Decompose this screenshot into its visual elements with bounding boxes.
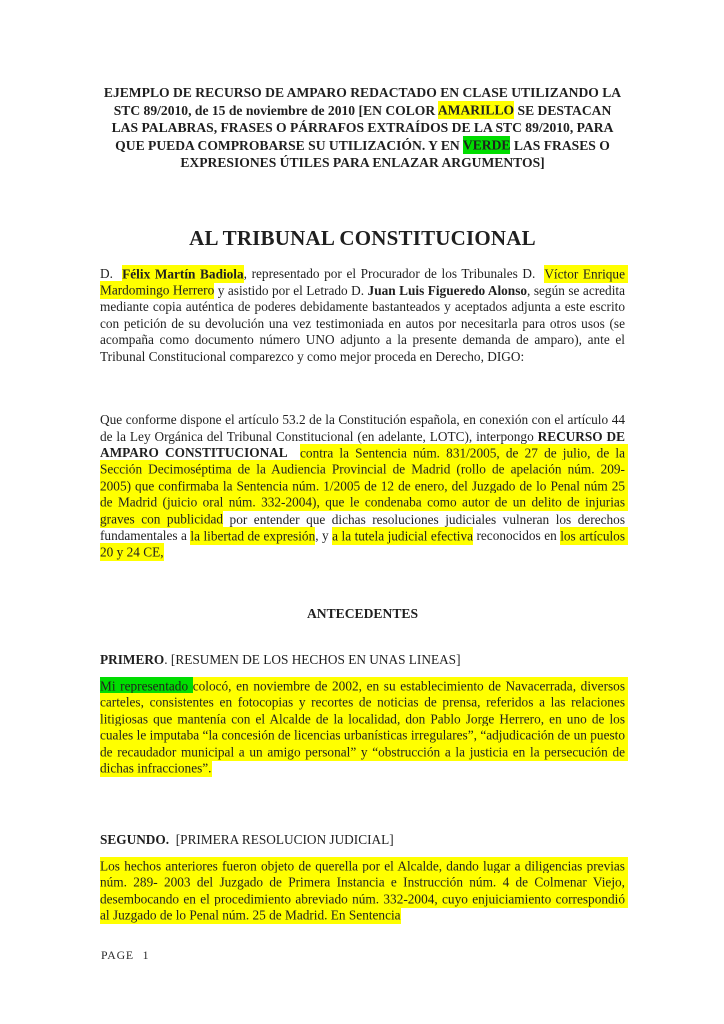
text-run: PRIMERO bbox=[100, 652, 165, 667]
text-run: Que conforme dispone el artículo 53.2 de la Constitución española, en conexión con el artículo 44 de la Ley Orgánica del Tribunal Constitucional (en adelante, LOTC), interpongo bbox=[100, 412, 629, 444]
text-run: y asistido por el Letrado D. bbox=[214, 282, 368, 298]
paragraph-recurso bbox=[100, 412, 629, 561]
text-run: , según se acredita mediante copia auténtica de poderes debidamente bastanteados y aceptados adjunta a este escrito con petición de su devolución una vez testimoniada en autos por necesitarla para otros usos (se acompaña como documento número UNO adjunto a la presente demanda de amparo), ante el Tribunal Constitucional comparezco y como mejor proceda en Derecho, DIGO: bbox=[100, 282, 629, 364]
text-run: colocó, en noviembre de 2002, en su establecimiento de Navacerrada, diversos carteles, consistentes en fotocopias y recortes de noticias de prensa, referidos a las relaciones litigiosas que mantenía con el Alcalde de la localidad, don Pablo Jorge Herrero, en uno de los cuales le imputaba “la concesión de licencias urbanísticas irregulares”, “adjudicación de un puesto de recaudador municipal a un amigo personal” y “obstrucción a la justicia en la persecución de dichas infracciones”. bbox=[100, 678, 629, 776]
document-title: AL TRIBUNAL CONSTITUCIONAL bbox=[189, 226, 536, 250]
header-note bbox=[100, 84, 625, 172]
text-run: SE DESTACAN LAS PALABRAS, FRASES O PÁRRAFOS EXTRAÍDOS DE LA STC 89/2010, PARA QUE PUEDA COMPROBARSE SU UTILIZACIÓN. Y EN bbox=[111, 102, 617, 153]
text-run: RECURSO DE AMPARO CONSTITUCIONAL bbox=[100, 428, 628, 461]
text-run: contra la Sentencia núm. 831/2005, de 27 de julio, de la Sección Decimoséptima de la Audiencia Provincial de Madrid (rollo de apelación núm. 209- 2005) que confirmaba la Sentencia núm. 1/2005 de 12 de enero, del Juzgado de lo Penal núm 25 de Madrid (juicio oral núm. 332-2004), que le condenaba como autor de un delito de injurias graves con publicidad bbox=[100, 445, 629, 527]
text-run: reconocidos en bbox=[473, 528, 561, 544]
text-run bbox=[288, 445, 300, 460]
page-number: PAGE 1 bbox=[101, 948, 150, 962]
text-run: Los hechos anteriores fueron objeto de querella por el Alcalde, dando lugar a diligencias previas núm. 289- 2003 del Juzgado de Primera Instancia e Instrucción núm. 4 de Colmenar Viejo, desembocando en el procedimiento abreviado núm. 332-2004, cuyo enjuiciamiento correspondió al Juzgado de lo Penal núm. 25 de Madrid. En Sentencia bbox=[100, 858, 629, 923]
text-run: la libertad de expresión bbox=[190, 528, 316, 544]
segundo-paragraph bbox=[100, 858, 629, 924]
text-run: , y bbox=[315, 528, 333, 544]
antecedentes-heading: ANTECEDENTES bbox=[306, 606, 419, 621]
text-run: los artículos 20 y 24 CE, bbox=[100, 528, 629, 560]
text-run: SEGUNDO. bbox=[100, 832, 170, 847]
text-run: AMARILLO bbox=[437, 102, 515, 118]
paragraph-parties bbox=[100, 266, 629, 366]
segundo-heading bbox=[100, 832, 625, 849]
text-run: D. bbox=[100, 266, 123, 281]
text-run: . [RESUMEN DE LOS HECHOS EN UNAS LINEAS] bbox=[164, 652, 461, 667]
text-run: , representado por el Procurador de los Tribunales D. bbox=[243, 266, 545, 281]
text-run: EJEMPLO DE RECURSO DE AMPARO REDACTADO EN CLASE UTILIZANDO LA STC 89/2010, de 15 de noviembre de 2010 [EN COLOR bbox=[103, 85, 625, 118]
text-run: Víctor Enrique Mardomingo Herrero bbox=[100, 266, 629, 298]
text-run: por entender que dichas resoluciones judiciales vulneran los derechos fundamentales a bbox=[100, 511, 629, 544]
text-run: LAS FRASES O EXPRESIONES ÚTILES PARA ENLAZAR ARGUMENTOS] bbox=[180, 137, 614, 171]
text-run: Juan Luis Figueredo Alonso bbox=[367, 282, 528, 298]
text-run: a la tutela judicial efectiva bbox=[332, 528, 474, 544]
text-run: [PRIMERA RESOLUCION JUDICIAL] bbox=[169, 832, 394, 847]
text-run: Félix Martín Badiola bbox=[122, 266, 244, 281]
text-run: Mi representado bbox=[100, 678, 193, 693]
text-run: VERDE bbox=[462, 137, 511, 153]
primero-paragraph bbox=[100, 678, 629, 778]
primero-heading bbox=[100, 652, 625, 669]
